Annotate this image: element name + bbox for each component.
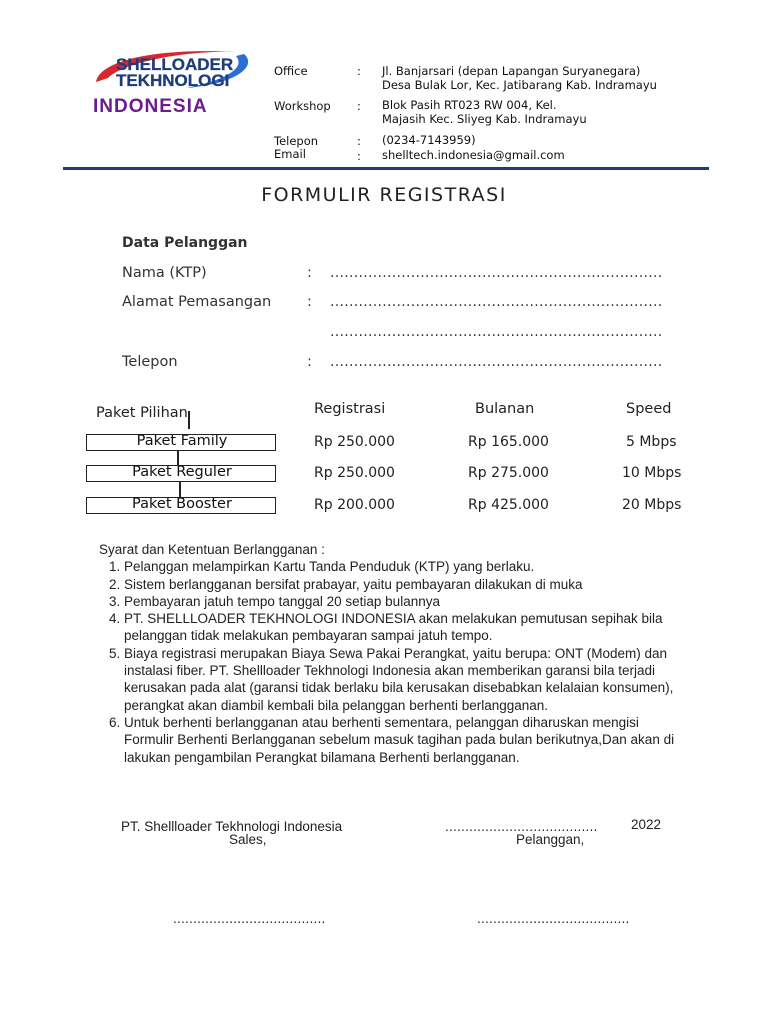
connector-line — [177, 451, 179, 465]
family-bulanan: Rp 165.000 — [468, 434, 549, 450]
sales-signature-line[interactable]: ...................................... — [173, 912, 326, 926]
logo-line1: SHELLOADER — [116, 55, 234, 74]
connector-line — [188, 411, 190, 429]
family-speed: 5 Mbps — [626, 434, 677, 450]
page-title: FORMULIR REGISTRASI — [261, 184, 507, 206]
telepon-field-colon: : — [307, 354, 312, 370]
registrasi-header: Registrasi — [314, 401, 386, 417]
booster-speed: 20 Mbps — [622, 497, 682, 513]
speed-header: Speed — [626, 401, 672, 417]
booster-registrasi: Rp 200.000 — [314, 497, 395, 513]
alamat-field-line2[interactable]: ...................................................................... — [330, 324, 663, 340]
alamat-label: Alamat Pemasangan — [122, 294, 272, 310]
email-value: shelltech.indonesia@gmail.com — [382, 148, 565, 162]
logo-swoosh-icon — [86, 44, 256, 124]
reguler-registrasi: Rp 250.000 — [314, 465, 395, 481]
terms-item: 1. Pelanggan melampirkan Kartu Tanda Penduduk (KTP) yang berlaku. — [124, 558, 679, 575]
logo-line2: TEKHNOLOGI — [116, 71, 230, 90]
alamat-colon: : — [307, 294, 312, 310]
office-line1: Jl. Banjarsari (depan Lapangan Suryanegara) — [382, 64, 641, 78]
workshop-line1: Blok Pasih RT023 RW 004, Kel. — [382, 98, 557, 112]
workshop-line2: Majasih Kec. Sliyeg Kab. Indramayu — [382, 112, 587, 126]
year-text: 2022 — [631, 817, 662, 832]
connector-line — [179, 482, 181, 497]
email-label: Email — [274, 147, 306, 161]
email-colon: : — [357, 149, 361, 163]
bulanan-header: Bulanan — [475, 401, 535, 417]
telepon-field[interactable]: ...................................................................... — [330, 354, 663, 370]
sales-label: Sales, — [229, 832, 267, 847]
section-data-pelanggan: Data Pelanggan — [122, 235, 248, 251]
nama-label: Nama (KTP) — [122, 265, 207, 281]
telepon-colon: : — [357, 134, 361, 148]
nama-colon: : — [307, 265, 312, 281]
alamat-field-line1[interactable]: ...................................................................... — [330, 294, 663, 310]
nama-field[interactable]: ...................................................................... — [330, 265, 663, 281]
paket-reguler-label: Paket Reguler — [132, 464, 232, 480]
pelanggan-label: Pelanggan, — [516, 832, 585, 847]
family-registrasi: Rp 250.000 — [314, 434, 395, 450]
terms-heading: Syarat dan Ketentuan Berlangganan : — [99, 542, 325, 557]
date-field[interactable]: ...................................... — [445, 820, 598, 834]
telepon-field-label: Telepon — [122, 354, 178, 370]
telepon-value: (0234-7143959) — [382, 133, 476, 147]
terms-item: 5. Biaya registrasi merupakan Biaya Sewa Pakai Perangkat, yaitu berupa: ONT (Modem) dan instalasi fiber. PT. Shellloader Tekhnologi Indonesia akan memberikan garansi bila terjadi kerusakan pada alat (garansi tidak berlaku bila kerusakan disebabkan kelalaian konsumen), perangkat akan diambil kembali bila pelanggan berhenti berlangganan. — [124, 645, 679, 714]
terms-list — [99, 558, 679, 766]
paket-pilihan-header: Paket Pilihan — [96, 405, 188, 421]
pelanggan-signature-line[interactable]: ...................................... — [477, 912, 630, 926]
terms-item: 4. PT. SHELLLOADER TEKHNOLOGI INDONESIA akan melakukan pemutusan sepihak bila pelanggan tidak melakukan pembayaran sampai jatuh tempo. — [124, 610, 679, 645]
company-logo — [86, 44, 256, 124]
office-label: Office — [274, 64, 308, 78]
header-divider — [63, 167, 709, 170]
workshop-colon: : — [357, 99, 361, 113]
reguler-bulanan: Rp 275.000 — [468, 465, 549, 481]
terms-item: 3. Pembayaran jatuh tempo tanggal 20 setiap bulannya — [124, 593, 679, 610]
terms-item: 6. Untuk berhenti berlangganan atau berhenti sementara, pelanggan diharuskan mengisi Formulir Berhenti Berlangganan sebelum masuk tagihan pada bulan berikutnya,Dan akan di lakukan pengambilan Perangkat bilamana Berhenti berlangganan. — [124, 714, 679, 766]
terms-item: 2. Sistem berlangganan bersifat prabayar, yaitu pembayaran dilakukan di muka — [124, 576, 679, 593]
telepon-label: Telepon — [274, 134, 319, 148]
booster-bulanan: Rp 425.000 — [468, 497, 549, 513]
paket-family-label: Paket Family — [136, 433, 228, 449]
reguler-speed: 10 Mbps — [622, 465, 682, 481]
terms-section — [99, 541, 679, 766]
workshop-label: Workshop — [274, 99, 331, 113]
paket-booster-label: Paket Booster — [132, 496, 232, 512]
logo-line3: INDONESIA — [93, 96, 208, 117]
office-colon: : — [357, 64, 361, 78]
office-line2: Desa Bulak Lor, Kec. Jatibarang Kab. Indramayu — [382, 78, 657, 92]
company-name: PT. Shellloader Tekhnologi Indonesia — [121, 819, 343, 834]
